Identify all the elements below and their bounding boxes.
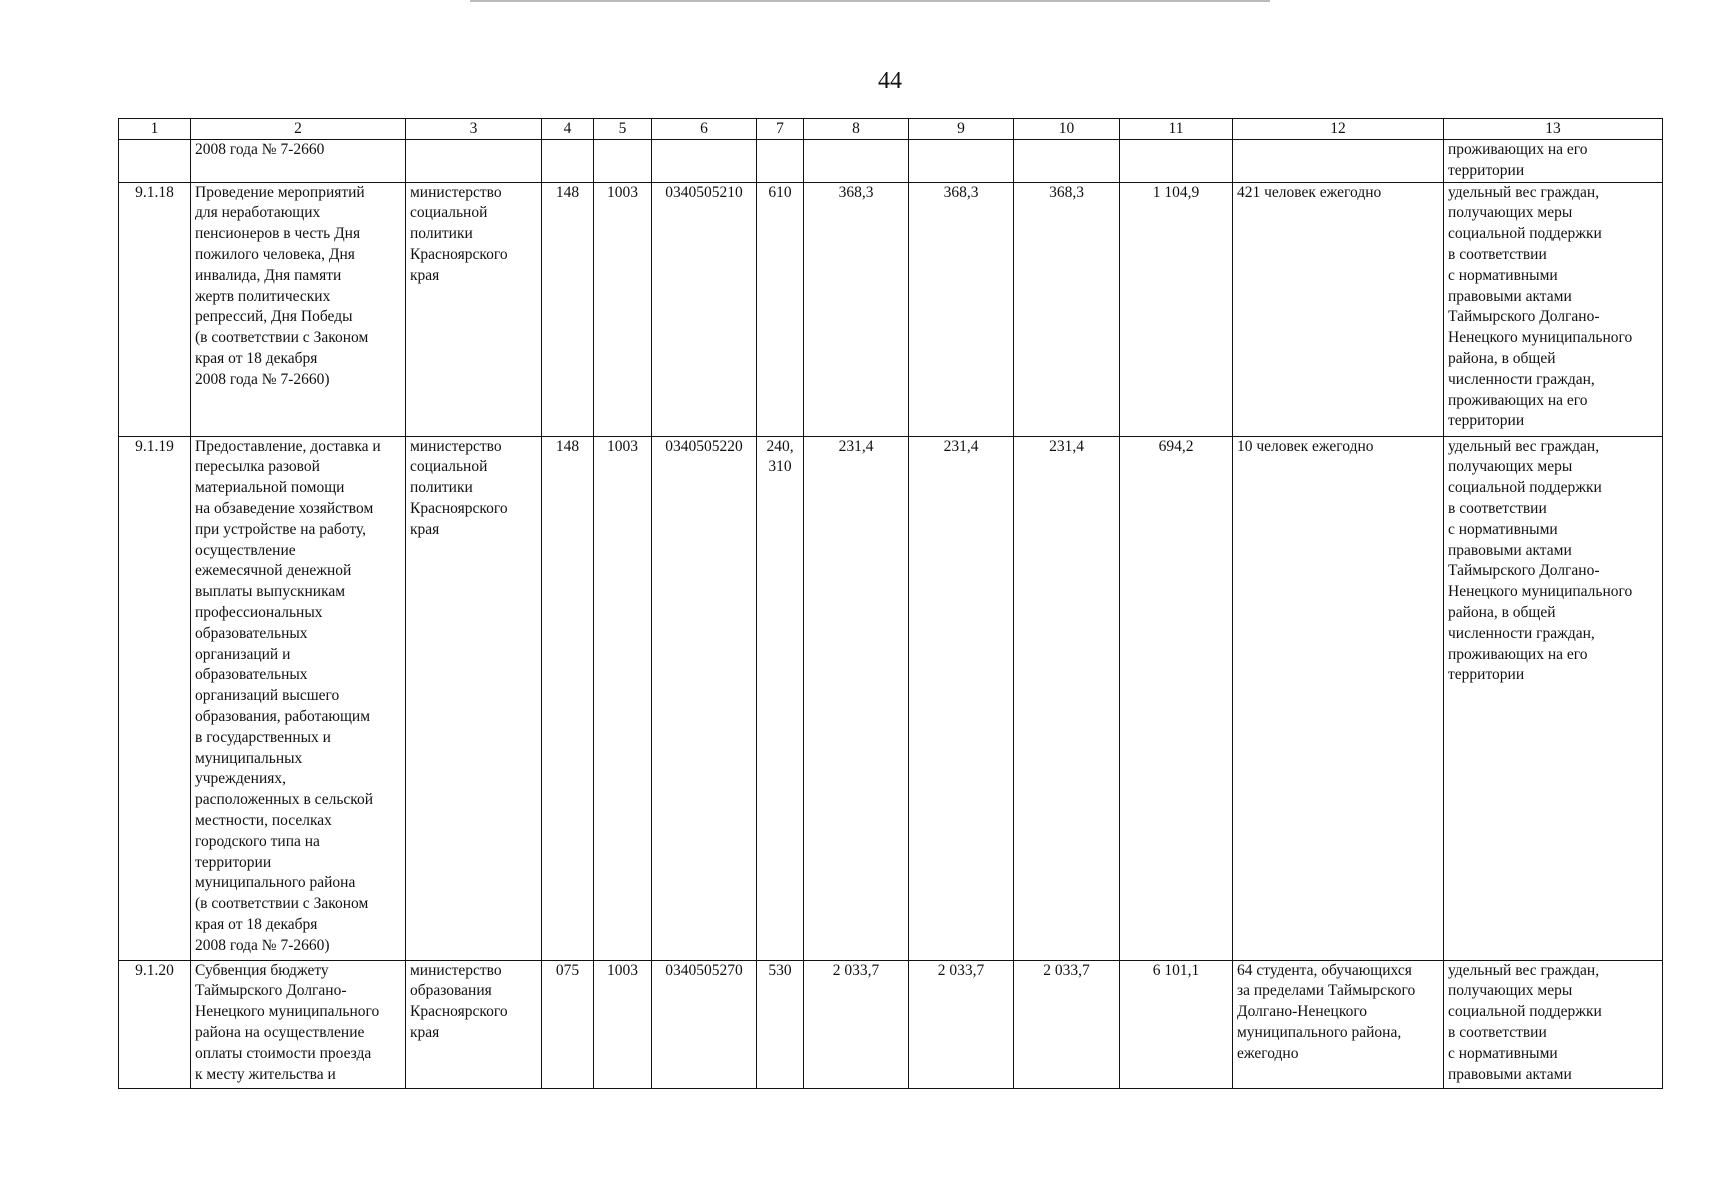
vr-code: 240, 310 (757, 436, 804, 960)
rzpr-code (594, 140, 652, 183)
expected-result: 10 человек ежегодно (1233, 436, 1444, 960)
amount-total: 1 104,9 (1120, 182, 1233, 436)
expected-result (1233, 140, 1444, 183)
table-row (119, 960, 1663, 1088)
amount-year-2: 368,3 (909, 182, 1014, 436)
table-row (119, 182, 1663, 436)
indicator: проживающих на его территории (1444, 140, 1663, 183)
vr-code: 530 (757, 960, 804, 1088)
column-header: 6 (652, 119, 757, 140)
table-row (119, 436, 1663, 960)
amount-year-1: 231,4 (804, 436, 909, 960)
grbs-code (542, 140, 594, 183)
column-header: 10 (1014, 119, 1120, 140)
rzpr-code: 1003 (594, 436, 652, 960)
amount-year-3 (1014, 140, 1120, 183)
activity-name: Проведение мероприятий для неработающих пенсионеров в честь Дня пожилого человека, Дня инвалида, Дня памяти жертв политических репрессий, Дня Победы (в соответствии с Законом края от 18 декабря 2008 года № 7-2660) (191, 182, 406, 436)
vr-code: 610 (757, 182, 804, 436)
scan-artifact-line (470, 0, 1270, 2)
amount-year-2: 2 033,7 (909, 960, 1014, 1088)
activity-name: Предоставление, доставка и пересылка разовой материальной помощи на обзаведение хозяйством при устройстве на работу, осуществление ежемесячной денежной выплаты выпускникам профессиональных образовательных организаций и образовательных организаций высшего образования, работающим в государственных и муниципальных учреждениях, расположенных в сельской местности, поселках городского типа на территории муниципального района (в соответствии с Законом края от 18 декабря 2008 года № 7-2660) (191, 436, 406, 960)
table-row (119, 140, 1663, 183)
amount-year-1: 2 033,7 (804, 960, 909, 1088)
grbs-code: 148 (542, 182, 594, 436)
amount-year-2: 231,4 (909, 436, 1014, 960)
column-header: 4 (542, 119, 594, 140)
vr-code (757, 140, 804, 183)
amount-year-3: 2 033,7 (1014, 960, 1120, 1088)
responsible-agency: министерство социальной политики Красноярского края (406, 436, 542, 960)
row-number (119, 140, 191, 183)
responsible-agency: министерство социальной политики Красноярского края (406, 182, 542, 436)
column-header: 13 (1444, 119, 1663, 140)
page-number: 44 (878, 68, 902, 94)
row-number: 9.1.20 (119, 960, 191, 1088)
rzpr-code: 1003 (594, 182, 652, 436)
column-header: 11 (1120, 119, 1233, 140)
column-header: 5 (594, 119, 652, 140)
expected-result: 421 человек ежегодно (1233, 182, 1444, 436)
program-activities-table (118, 118, 1663, 1089)
amount-year-1: 368,3 (804, 182, 909, 436)
column-header: 1 (119, 119, 191, 140)
csr-code (652, 140, 757, 183)
row-number: 9.1.19 (119, 436, 191, 960)
responsible-agency (406, 140, 542, 183)
csr-code: 0340505270 (652, 960, 757, 1088)
activity-name: 2008 года № 7-2660 (191, 140, 406, 183)
column-header: 12 (1233, 119, 1444, 140)
amount-total: 6 101,1 (1120, 960, 1233, 1088)
csr-code: 0340505210 (652, 182, 757, 436)
column-header: 8 (804, 119, 909, 140)
column-header: 3 (406, 119, 542, 140)
indicator: удельный вес граждан, получающих меры социальной поддержки в соответствии с нормативными правовыми актами Таймырского Долгано- Ненецкого муниципального района, в общей численности граждан, проживающих на его территории (1444, 182, 1663, 436)
amount-year-3: 231,4 (1014, 436, 1120, 960)
column-header: 7 (757, 119, 804, 140)
row-number: 9.1.18 (119, 182, 191, 436)
csr-code: 0340505220 (652, 436, 757, 960)
expected-result: 64 студента, обучающихся за пределами Таймырского Долгано-Ненецкого муниципального района, ежегодно (1233, 960, 1444, 1088)
column-header: 9 (909, 119, 1014, 140)
indicator: удельный вес граждан, получающих меры социальной поддержки в соответствии с нормативными правовыми актами (1444, 960, 1663, 1088)
amount-total: 694,2 (1120, 436, 1233, 960)
activity-name: Субвенция бюджету Таймырского Долгано- Ненецкого муниципального района на осуществление оплаты стоимости проезда к месту жительства и (191, 960, 406, 1088)
rzpr-code: 1003 (594, 960, 652, 1088)
amount-total (1120, 140, 1233, 183)
indicator: удельный вес граждан, получающих меры социальной поддержки в соответствии с нормативными правовыми актами Таймырского Долгано- Ненецкого муниципального района, в общей численности граждан, проживающих на его территории (1444, 436, 1663, 960)
amount-year-3: 368,3 (1014, 182, 1120, 436)
grbs-code: 148 (542, 436, 594, 960)
amount-year-1 (804, 140, 909, 183)
grbs-code: 075 (542, 960, 594, 1088)
column-header: 2 (191, 119, 406, 140)
amount-year-2 (909, 140, 1014, 183)
column-number-row (119, 119, 1663, 140)
responsible-agency: министерство образования Красноярского края (406, 960, 542, 1088)
